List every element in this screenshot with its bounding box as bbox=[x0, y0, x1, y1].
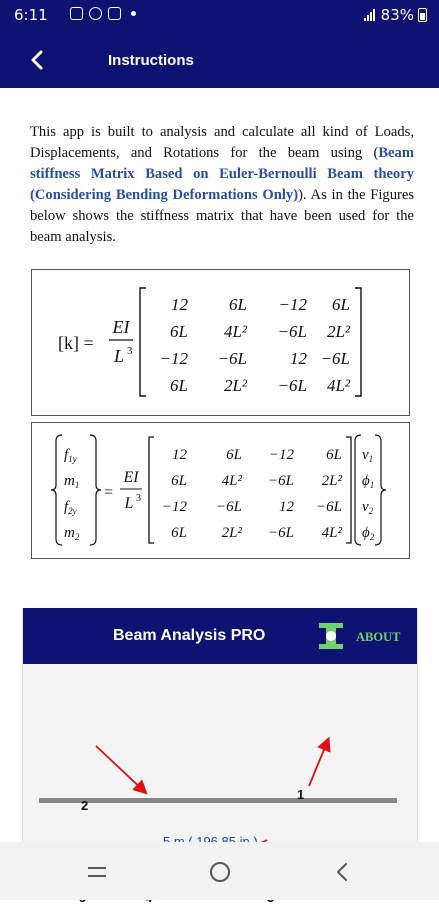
beam-logo-icon bbox=[315, 620, 347, 652]
matrix-cell: 2L² bbox=[326, 322, 350, 341]
force-displacement-figure bbox=[31, 422, 410, 559]
vector-symbol: $m_2$ bbox=[64, 525, 80, 542]
matrix-cell: 4L² bbox=[221, 473, 242, 489]
matrix-cell: 6L bbox=[170, 376, 188, 395]
vector-subscript: 2 bbox=[369, 532, 375, 542]
matrix-cell: 4L² bbox=[223, 322, 247, 341]
matrix-cell: −6L bbox=[320, 349, 350, 368]
back-button[interactable] bbox=[24, 46, 52, 74]
matrix-cell: 6L bbox=[171, 473, 187, 489]
eq2-force-vector bbox=[64, 447, 80, 542]
chevron-left-icon bbox=[24, 46, 52, 74]
eq2-right-brace bbox=[90, 435, 101, 545]
matrix-cell: −6L bbox=[216, 499, 242, 515]
force-displacement-svg bbox=[32, 423, 409, 558]
vector-symbol: $m_1$ bbox=[64, 473, 80, 490]
vector-subscript: 2 bbox=[74, 532, 80, 542]
arrow-2 bbox=[96, 746, 145, 792]
vector-subscript: 1y bbox=[68, 454, 77, 464]
recent-apps-icon bbox=[81, 856, 113, 888]
eq1-lhs: [k] = bbox=[58, 333, 94, 353]
app-notification-icon bbox=[89, 7, 102, 20]
vector-subscript: 1 bbox=[369, 480, 375, 490]
arrow-1 bbox=[309, 740, 328, 786]
matrix-cell: 6L bbox=[229, 295, 247, 314]
eq2-displacement-vector bbox=[362, 447, 375, 542]
eq2-left-bracket bbox=[149, 437, 154, 543]
app-preview-figure bbox=[22, 608, 418, 848]
battery-icon bbox=[418, 8, 427, 22]
matrix-cell: 4L² bbox=[321, 525, 342, 541]
vector-subscript: 2y bbox=[68, 506, 77, 516]
matrix-cell: 2L² bbox=[321, 473, 342, 489]
eq2-matrix-cells bbox=[162, 447, 343, 541]
beam-line bbox=[39, 798, 397, 803]
preview-beam-drawing bbox=[23, 664, 419, 848]
matrix-cell: −6L bbox=[268, 525, 294, 541]
intro-highlight: Beam stiffness Matrix Based on Euler-Bernoulli Beam theory (Considering Bending Deformations Only) bbox=[30, 145, 414, 203]
eq2-fraction-numerator: EI bbox=[123, 469, 139, 486]
system-back-button[interactable] bbox=[327, 856, 359, 888]
callout-2: 2 bbox=[81, 798, 89, 813]
battery-percent: 83% bbox=[380, 6, 414, 24]
eq1-fraction-denominator: L bbox=[113, 346, 125, 366]
matrix-cell: 2L² bbox=[223, 376, 247, 395]
matrix-cell: 2L² bbox=[221, 525, 242, 541]
matrix-cell: 4L² bbox=[326, 376, 350, 395]
matrix-cell: 6L bbox=[170, 322, 188, 341]
home-button[interactable] bbox=[204, 856, 236, 888]
matrix-cell: 12 bbox=[290, 349, 307, 368]
preview-about-label: ABOUT bbox=[356, 630, 401, 644]
eq2-fraction-denominator: L bbox=[124, 495, 134, 512]
eq1-fraction-numerator: EI bbox=[112, 317, 130, 337]
vector-symbol: $v_2$ bbox=[362, 499, 374, 516]
home-icon bbox=[204, 856, 236, 888]
page-title: Instructions bbox=[108, 52, 194, 69]
callout-1: 1 bbox=[297, 787, 305, 802]
matrix-cell: 6L bbox=[226, 447, 242, 463]
matrix-cell: 6L bbox=[171, 525, 187, 541]
eq2-disp-right-brace bbox=[375, 435, 386, 545]
vector-symbol: $f_{1y}$ bbox=[64, 447, 77, 464]
vector-symbol: $v_1$ bbox=[362, 447, 374, 464]
eq2-left-brace bbox=[51, 435, 62, 545]
notification-icons bbox=[70, 7, 136, 20]
more-notifications-icon bbox=[131, 11, 136, 16]
instructions-content[interactable] bbox=[0, 88, 439, 842]
instagram-notification-icon bbox=[108, 7, 121, 20]
recent-apps-button[interactable] bbox=[81, 856, 113, 888]
stiffness-matrix-figure bbox=[31, 269, 410, 416]
gallery-notification-icon bbox=[70, 7, 83, 20]
preview-app-title: Beam Analysis PRO bbox=[113, 627, 266, 644]
matrix-cell: 6L bbox=[326, 447, 342, 463]
matrix-cell: −6L bbox=[217, 349, 247, 368]
eq2-disp-left-brace bbox=[355, 435, 361, 545]
vector-symbol: $f_{2y}$ bbox=[64, 499, 77, 516]
navigation-bar bbox=[0, 842, 439, 900]
matrix-cell: 12 bbox=[172, 447, 187, 463]
matrix-cell: 12 bbox=[279, 499, 294, 515]
vector-subscript: 2 bbox=[368, 506, 374, 516]
eq2-equals: = bbox=[104, 484, 114, 501]
vector-symbol: $\phi_2$ bbox=[362, 525, 375, 542]
vector-subscript: 1 bbox=[74, 480, 80, 490]
status-right bbox=[364, 6, 427, 24]
preview-app-bar bbox=[23, 608, 417, 664]
matrix-cell: 12 bbox=[171, 295, 188, 314]
eq2-right-bracket bbox=[346, 437, 351, 543]
eq1-matrix-cells bbox=[160, 295, 351, 395]
matrix-cell: −12 bbox=[159, 349, 188, 368]
matrix-cell: −12 bbox=[278, 295, 307, 314]
app-toolbar bbox=[0, 30, 439, 88]
matrix-cell: −6L bbox=[277, 376, 307, 395]
vector-subscript: 1 bbox=[368, 454, 374, 464]
eq2-denominator-exponent: 3 bbox=[136, 493, 141, 504]
vector-symbol: $\phi_1$ bbox=[362, 473, 375, 490]
intro-text-2: ). As in the Figures below shows the stiffness matrix that have been used for the beam analysis. bbox=[30, 187, 415, 245]
matrix-cell: −6L bbox=[316, 499, 342, 515]
matrix-cell: −12 bbox=[268, 447, 294, 463]
eq1-denominator-exponent: 3 bbox=[127, 345, 133, 357]
matrix-cell: −6L bbox=[277, 322, 307, 341]
eq1-right-bracket bbox=[355, 288, 361, 396]
eq1-left-bracket bbox=[140, 288, 146, 396]
intro-text-1: This app is built to analysis and calculate all kind of Loads, Displacements, and Rotations for the beam using ( bbox=[30, 124, 414, 161]
intro-paragraph bbox=[30, 122, 414, 248]
status-time: 6:11 bbox=[14, 6, 48, 24]
matrix-cell: −12 bbox=[161, 499, 187, 515]
back-icon bbox=[327, 856, 359, 888]
matrix-cell: −6L bbox=[268, 473, 294, 489]
status-bar bbox=[0, 0, 439, 30]
stiffness-matrix-svg bbox=[32, 270, 409, 415]
matrix-cell: 6L bbox=[332, 295, 350, 314]
signal-icon bbox=[364, 9, 375, 21]
